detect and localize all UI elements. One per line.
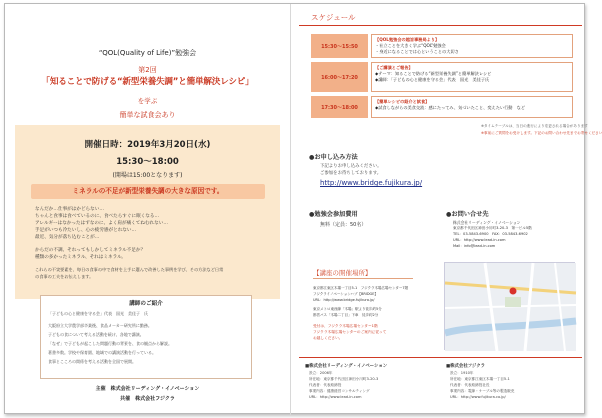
contact-line: Mail：info@lead-in.com xyxy=(453,244,496,248)
series-name: “QOL(Quality of Life)”勉強会 xyxy=(98,49,197,57)
schedule-time: 15:30～15:50 xyxy=(311,34,368,58)
schedule-time: 17:30～18:00 xyxy=(311,96,368,118)
intro-line: 最近、気分が落ち込むことが… xyxy=(35,235,100,240)
company-b-line: 代表者：代表取締役社長 xyxy=(450,383,490,387)
intro-line: アレルギーはなかったはずなのに、よく肩が痛くてねむれない… xyxy=(35,221,168,226)
cosponsor: 共催 株式会社フジクラ xyxy=(120,396,175,402)
venue-line: URL：http://www.bridge.fujikura.jp/ xyxy=(313,298,375,302)
contact-line: URL：http://www.lead-in.com xyxy=(453,238,506,242)
apply-text: ご参加をお待ちしております。 xyxy=(320,171,382,176)
venue-line: 東京都江東区木場一丁目5-1 フジクラ木場広場センター7階 xyxy=(313,286,409,290)
instructor-line: 子どもの食について考える活動を続け、各地で講演。 xyxy=(48,332,144,337)
intro-line: の食事の工夫をお伝えします。 xyxy=(35,274,94,279)
instructor-line: 食事とこころの関係を考える活動を全国で展開。 xyxy=(48,359,136,364)
venue-notice: フジクラ木場広場センターのご案内に従って xyxy=(313,330,387,334)
fee-text: 無料（定員：50名） xyxy=(320,222,367,228)
left-page xyxy=(5,4,290,415)
schedule-line: ・社立ことを大きく学ぶ“QOL”勉強会 xyxy=(375,43,446,48)
contact-heading: ●お問い合せ先 xyxy=(446,211,489,218)
schedule-line: ◆講師：「子どもの心と健康を守る会」代表 国光 美佳子氏 xyxy=(375,77,490,82)
schedule-item xyxy=(371,96,573,118)
organizer: 主催 株式会社リーディング・イノベーション xyxy=(95,386,200,392)
apply-text: 下記よりお申し込みください。 xyxy=(320,164,382,169)
schedule-head: 【ご講演とご報告】 xyxy=(375,65,413,70)
apply-url-link[interactable]: http://www.bridge.fujikura.jp/ xyxy=(320,179,423,187)
company-a-line: 設立：2006年 xyxy=(309,371,333,375)
instructor-line: 「子どもの心と健康を守る会」代表 国光 美佳子 氏 xyxy=(48,311,148,316)
contact-line: 東京都千代田区神田小川町3-20-3 第一ビル5階 xyxy=(453,226,532,230)
venue-line: フジクライノベーションハブ【BRIDGE】 xyxy=(313,292,378,296)
schedule-item xyxy=(371,34,573,58)
venue-line: 東京メトロ東西線「木場」駅より徒歩約5分 xyxy=(313,307,382,311)
schedule-rule xyxy=(299,25,582,26)
fee-heading: ●勉強会参加費用 xyxy=(309,211,358,218)
venue-map xyxy=(444,262,575,350)
company-b-line: 設立：1910年 xyxy=(450,371,474,375)
company-b-line: 事業内容：電線・ケーブル等の製造販売 xyxy=(450,389,515,393)
instructor-line: 「なぜ」で子どもが起こした問題行動の背景を、食の観点から解説。 xyxy=(48,341,172,346)
schedule-line: ◆テーマ：知ることで防げる“新型栄養失調”と簡単解決レシピ xyxy=(375,71,492,76)
right-page xyxy=(291,4,602,415)
company-b-name: ■株式会社フジクラ xyxy=(446,364,486,369)
footer-rule xyxy=(299,357,582,358)
tasting-note: 簡単な試食会あり xyxy=(119,111,176,119)
venue-notice: 受付は、フジクラ木場広場センター1階 xyxy=(313,324,378,328)
instructor-box xyxy=(40,295,252,379)
intro-line: これらの不実要素を、毎日の食事の中で食材を上手に選んで改善した事例を学び、その方法など日常 xyxy=(35,267,224,272)
schedule-line: ・身近になることでは心ということの大切さ xyxy=(375,49,459,54)
title-suffix: を学ぶ xyxy=(137,97,158,105)
apply-heading: ●お申し込み方法 xyxy=(309,154,358,161)
company-a-line: URL：http://www.lead-in.com xyxy=(309,395,362,399)
venue-notice: お越しください。 xyxy=(313,336,343,340)
schedule-time: 16:00～17:20 xyxy=(311,62,368,92)
instructor-title: 講師のご紹介 xyxy=(129,301,163,307)
intro-line: なんだか…仕事がはかどらない… xyxy=(35,207,104,212)
park-block xyxy=(505,297,521,307)
intro-line: ちゃんと食事は食べているのに、食べたらすぐに眠くなる… xyxy=(35,214,160,219)
instructor-line: 著書多数。学校や保育園、地域での講演活動を行っている。 xyxy=(48,350,156,355)
event-date: 開催日時：2019年3月20日(水) xyxy=(84,140,211,150)
intro-line: 手足がいつも冷たいし、心の疲労感がとれない… xyxy=(35,228,137,233)
schedule-title: スケジュール xyxy=(311,13,356,22)
contact-line: TEL：03-5843-6900 FAX：03-5843-6902 xyxy=(453,232,528,236)
company-a-line: 所在地：東京都千代田区神田小川町3-20-3 xyxy=(309,377,379,381)
venue-line: 都営バス「木場二丁目」下車 徒歩約2分 xyxy=(313,313,379,317)
session-number: 第2回 xyxy=(138,66,157,74)
company-a-line: 事業内容：健康経営コンサルティング xyxy=(309,389,370,393)
reception-time: (開場は15:00となります) xyxy=(112,172,183,179)
schedule-note: ※事前にご質問をお受けします。下記のお問い合わせ先までお寄せください xyxy=(481,131,602,135)
instructor-line: 大阪府立大学農学部卒業後、食品メーカー研究所に勤務。 xyxy=(48,323,152,328)
schedule-head: 【QOL勉強会の越旨事務局より】 xyxy=(375,37,440,42)
intro-line: 種類の多かったミネラル、それはミネラル。 xyxy=(35,255,126,260)
event-time: 15:30～18:00 xyxy=(116,157,179,167)
company-b-line: URL：http://www.fujikura.co.jp/ xyxy=(450,395,506,399)
mineral-headline: ミネラルの不足が新型栄養失調の大きな原因です。 xyxy=(31,184,265,199)
company-a-name: ■株式会社リーディング・イノベーション xyxy=(305,364,388,369)
company-a-line: 代表者：代表取締役 xyxy=(309,383,342,387)
schedule-head: 【簡単レシピの紹介と試食】 xyxy=(375,99,430,104)
venue-rule xyxy=(313,278,413,279)
venue-pin-icon xyxy=(510,288,517,295)
company-b-line: 所在地：東京都江東区木場一丁目5-1 xyxy=(450,377,510,381)
flyer-sheet xyxy=(4,3,602,414)
schedule-note: ※タイムテーブルは、当日の進行により変更される場合があります xyxy=(481,124,588,128)
contact-line: 株式会社リーディング・イノベーション xyxy=(453,220,521,225)
schedule-line: ◆試食しながらの美食交流：感にたってみ、気づいたこと、変えたい行動 など xyxy=(375,105,526,110)
intro-line: からだの不調、それってもしかしてミネラル不足か？ xyxy=(35,248,146,253)
venue-heading: 【講座の開催場所】 xyxy=(313,269,372,277)
seminar-title: 「知ることで防げる“新型栄養失調”と簡単解決レシピ」 xyxy=(41,77,254,87)
map-drawing xyxy=(445,263,576,351)
schedule-item xyxy=(371,62,573,92)
